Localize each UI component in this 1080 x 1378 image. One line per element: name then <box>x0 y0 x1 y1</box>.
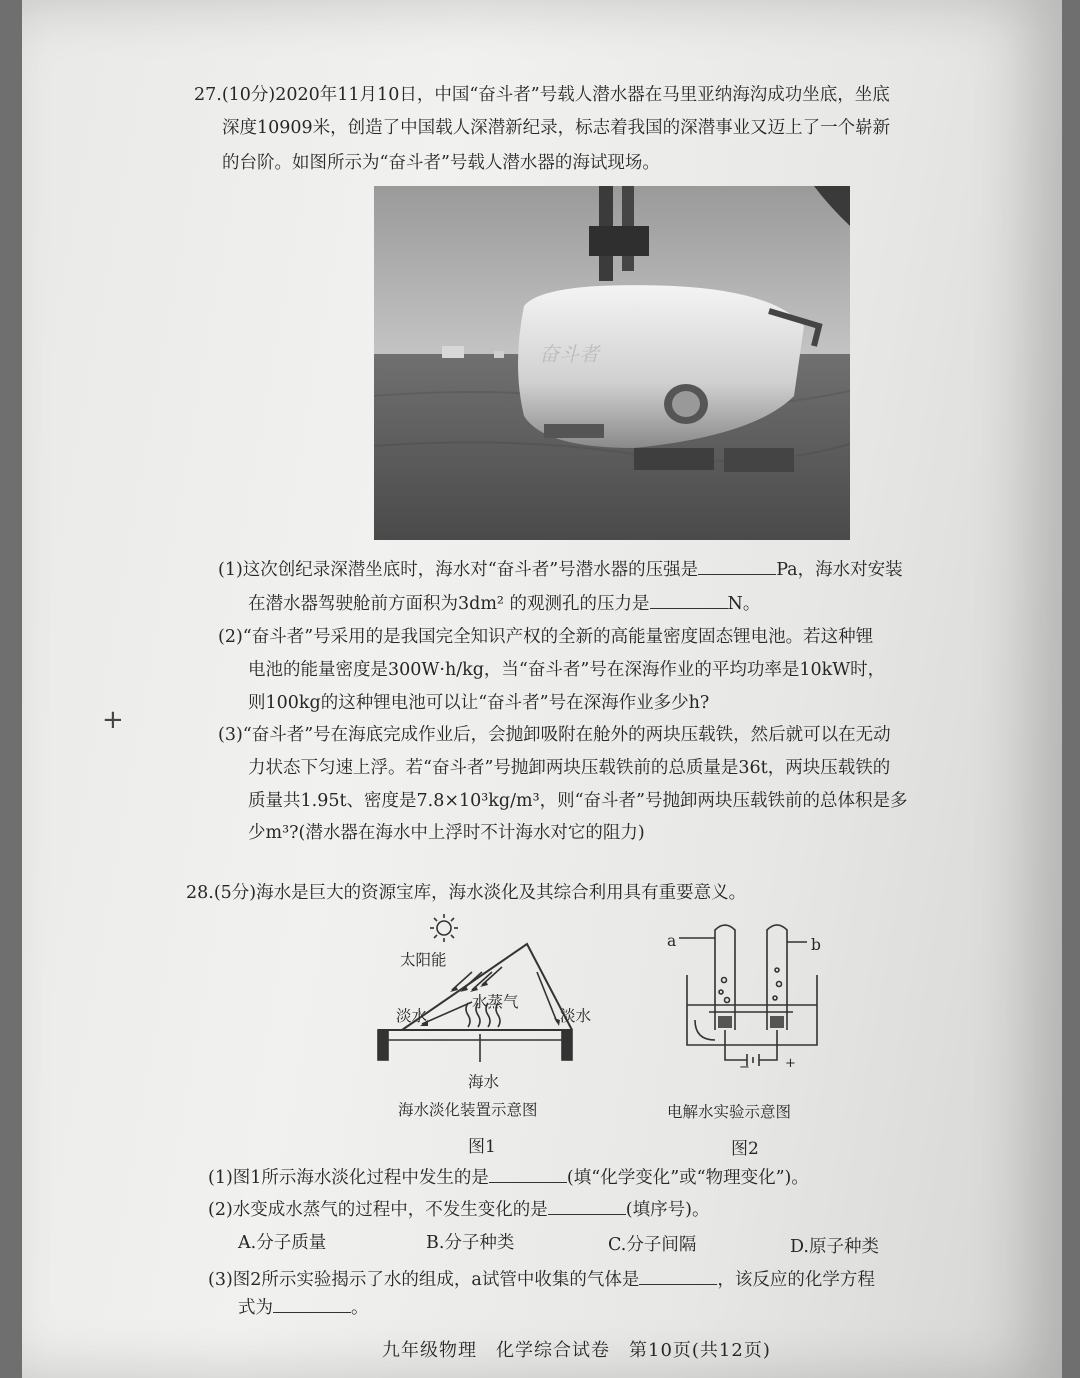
fig1-vapor-label: 水蒸气 <box>472 993 519 1011</box>
q28-option-a: A.分子质量 <box>238 1233 327 1253</box>
q27-part2-line2: 电池的能量密度是300W·h/kg，当“奋斗者”号在深海作业的平均功率是10kW时， <box>248 660 886 680</box>
photo-label: 奋斗者 <box>539 342 599 366</box>
answer-blank-pressure[interactable] <box>698 558 776 575</box>
q27-part2-line3: 则100kg的这种锂电池可以让“奋斗者”号在深海作业多少h? <box>248 693 710 713</box>
exam-page <box>22 0 1062 1378</box>
q28-option-c: C.分子间隔 <box>608 1235 697 1255</box>
q28-line1: 28.(5分)海水是巨大的资源宝库，海水淡化及其综合利用具有重要意义。 <box>186 883 747 903</box>
figure2-electrolysis <box>667 920 857 1159</box>
fig2-tube-a-label: a <box>667 932 677 950</box>
q27-part1-a: (1)这次创纪录深潜坐底时，海水对“奋斗者”号潜水器的压强是 Pa，海水对安装 <box>218 560 903 580</box>
fig1-caption: 海水淡化装置示意图 <box>398 1101 538 1119</box>
q28-option-b: B.分子种类 <box>426 1233 515 1253</box>
fig2-caption: 电解水实验示意图 <box>667 1103 792 1121</box>
q28-option-d: D.原子种类 <box>790 1237 879 1257</box>
fig2-plus-label: + <box>785 1056 796 1071</box>
answer-blank-equation[interactable] <box>273 1296 351 1313</box>
q28-part3-line1: (3)图2所示实验揭示了水的组成，a试管中收集的气体是 ，该反应的化学方程 <box>208 1270 875 1290</box>
q27-part3-line1: (3)“奋斗者”号在海底完成作业后，会抛卸吸附在舱外的两块压载铁，然后就可以在无动 <box>218 725 891 745</box>
q27-part3-line3: 质量共1.95t、密度是7.8×10³kg/m³，则“奋斗者”号抛卸两块压载铁前的总体积是多 <box>248 791 908 811</box>
fig2-minus-label: − <box>739 1060 750 1075</box>
q27-part3-line2: 力状态下匀速上浮。若“奋斗者”号抛卸两块压载铁前的总质量是36t，两块压载铁的 <box>248 758 891 778</box>
q27-part1-b: 在潜水器驾驶舱前方面积为3dm² 的观测孔的压力是 N。 <box>248 594 761 614</box>
figure1-desalination <box>372 912 592 1157</box>
fig1-fresh-right: 淡水 <box>560 1007 592 1025</box>
q28-part2: (2)水变成水蒸气的过程中，不发生变化的是 (填序号)。 <box>208 1200 710 1220</box>
answer-blank-gas-a[interactable] <box>639 1268 717 1285</box>
fig2-name: 图2 <box>731 1139 759 1159</box>
fig1-name: 图1 <box>468 1137 496 1157</box>
fig1-sea-label: 海水 <box>468 1073 500 1091</box>
fig1-sun-label: 太阳能 <box>400 951 447 969</box>
q28-part3-line2: 式为 。 <box>238 1298 369 1318</box>
page-footer: 九年级物理 化学综合试卷 第10页(共12页) <box>382 1340 771 1361</box>
q27-line3: 的台阶。如图所示为“奋斗者”号载人潜水器的海试现场。 <box>222 153 660 173</box>
crosshair-mark: + <box>102 705 124 735</box>
q27-part2-line1: (2)“奋斗者”号采用的是我国完全知识产权的全新的高能量密度固态锂电池。若这种锂 <box>218 627 874 647</box>
q27-part3-line4: 少m³?(潜水器在海水中上浮时不计海水对它的阻力) <box>248 823 645 843</box>
answer-blank-change-type[interactable] <box>489 1166 567 1183</box>
q27-line1: 27.(10分)2020年11月10日，中国“奋斗者”号载人潜水器在马里亚纳海沟成功坐底，坐底 <box>194 85 890 105</box>
answer-blank-force[interactable] <box>650 592 728 609</box>
submersible-photo <box>374 186 850 540</box>
q27-line2: 深度10909米，创造了中国载人深潜新纪录，标志着我国的深潜事业又迈上了一个崭新 <box>222 118 891 138</box>
answer-blank-unchanged[interactable] <box>548 1198 626 1215</box>
fig1-fresh-left: 淡水 <box>396 1007 428 1025</box>
q28-part1: (1)图1所示海水淡化过程中发生的是 (填“化学变化”或“物理变化”)。 <box>208 1168 809 1188</box>
fig2-tube-b-label: b <box>811 936 821 954</box>
